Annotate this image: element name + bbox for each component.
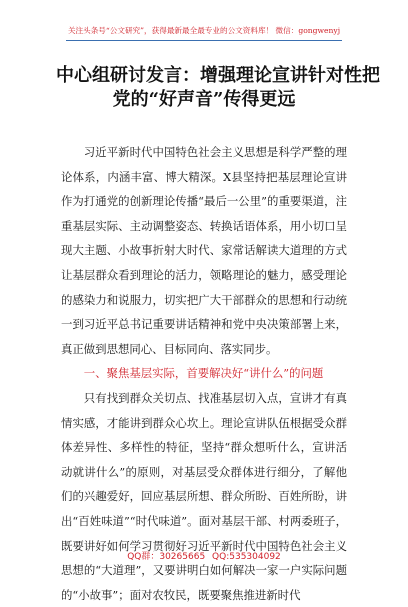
document-title: [56, 64, 380, 112]
footer-qq: QQ:535304092: [212, 552, 281, 562]
section-heading-1: 一、聚焦基层实际，首要解决好“讲什么”的问题: [83, 366, 324, 381]
footer-contact: [0, 549, 408, 562]
title-line-2: 党的“好声音”传得更远: [112, 89, 296, 110]
title-line-1: 中心组研讨发言：增强理论宣讲针对性把: [56, 65, 380, 86]
document-body: [61, 140, 347, 607]
header-banner: 关注头条号“公文研究”，获得最新最全最专业的公文资料库！ 微信：gongwenyj: [66, 22, 342, 41]
footer-qq-group: QQ群：30265665: [127, 552, 206, 562]
paragraph-section-1: 只有找到群众关切点、找准基层切入点，宣讲才有真情实感，才能讲到群众心坎上。理论宣讲队伍根据受众群体差异性、多样性的特征，坚持“群众想听什么，宣讲活动就讲什么”的原则，对基层受众群体进行细分，了解他们的兴趣爱好，回应基层所想、群众所盼、百姓所盼，讲出“百姓味道”“时代味道”。面对基层干部、村两委班子，既要讲好如何学习贯彻好习近平新时代中国特色社会主义思想的“大道理”，又要讲明白如何解决一家一户实际问题的“小故事”；面对农牧民，既要聚焦推进新时代: [61, 390, 347, 602]
paragraph-intro: 习近平新时代中国特色社会主义思想是科学严整的理论体系，内涵丰富、博大精深。X县坚持把基层理论宣讲作为打通党的创新理论传播“最后一公里”的重要渠道，注重基层实际、主动调整姿态、转换话语体系，用小切口呈现大主题、小故事折射大时代、家常话解读大道理的方式让基层群众看到理论的活力，领略理论的魅力，感受理论的感染力和说服力，切实把广大干部群众的思想和行动统一到习近平总书记重要讲话精神和党中央决策部署上来，真正做到思想同心、目标同向、落实同步。: [61, 145, 347, 356]
